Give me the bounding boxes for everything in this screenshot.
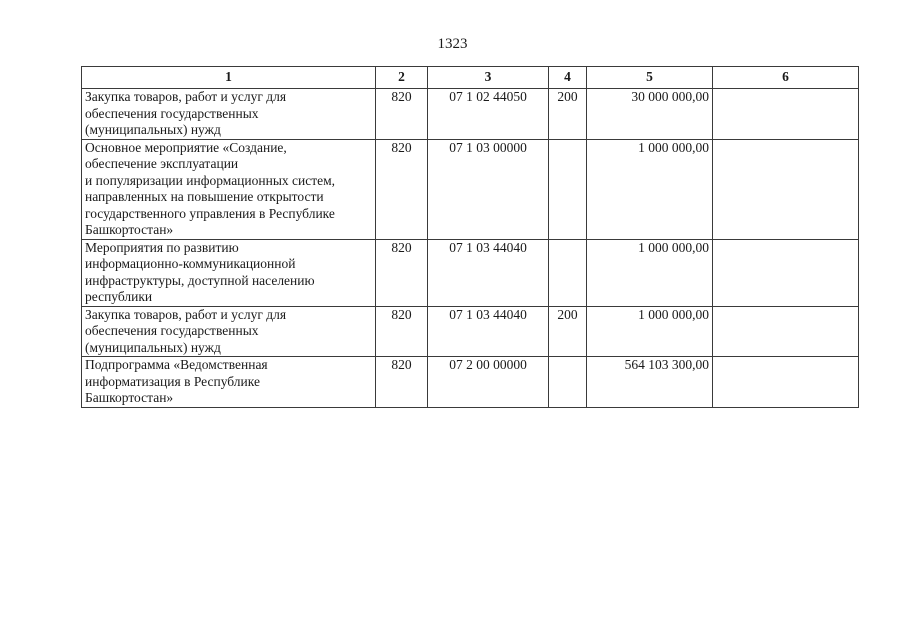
row-expense-type: 200 — [549, 89, 587, 140]
row-col6 — [713, 306, 859, 357]
header-col-5: 5 — [587, 67, 713, 89]
table-row — [82, 139, 859, 239]
header-col-4: 4 — [549, 67, 587, 89]
table-row — [82, 239, 859, 306]
row-amount: 1 000 000,00 — [587, 139, 713, 239]
row-col6 — [713, 139, 859, 239]
row-expense-type — [549, 239, 587, 306]
row-expense-type — [549, 357, 587, 408]
header-row — [82, 67, 859, 89]
row-ministry: 820 — [376, 239, 428, 306]
row-amount: 564 103 300,00 — [587, 357, 713, 408]
table-row — [82, 306, 859, 357]
row-ministry: 820 — [376, 139, 428, 239]
row-name: Закупка товаров, работ и услуг для обеспечения государственных (муниципальных) нужд — [85, 306, 287, 355]
row-expense-type: 200 — [549, 306, 587, 357]
row-name: Мероприятия по развитию информационно-коммуникационной инфраструктуры, доступной населению республики — [85, 239, 315, 304]
row-col6 — [713, 239, 859, 306]
row-amount: 30 000 000,00 — [587, 89, 713, 140]
row-amount: 1 000 000,00 — [587, 306, 713, 357]
row-ministry: 820 — [376, 306, 428, 357]
table-header — [82, 67, 859, 89]
row-ministry: 820 — [376, 357, 428, 408]
page-number: 1323 — [437, 36, 468, 52]
row-col6 — [713, 89, 859, 140]
header-col-6: 6 — [713, 67, 859, 89]
row-name: Основное мероприятие «Создание, обеспечение эксплуатации и популяризации информационных систем, направленных на повышение открытости государственного управления в Республике Башкортостан» — [85, 139, 336, 237]
table-row — [82, 357, 859, 408]
budget-table — [81, 66, 859, 408]
row-target-article: 07 2 00 00000 — [428, 357, 549, 408]
row-amount: 1 000 000,00 — [587, 239, 713, 306]
row-name: Закупка товаров, работ и услуг для обеспечения государственных (муниципальных) нужд — [85, 89, 287, 137]
row-target-article: 07 1 03 44040 — [428, 239, 549, 306]
row-name: Подпрограмма «Ведомственная информатизация в Республике Башкортостан» — [85, 357, 268, 405]
row-target-article: 07 1 03 44040 — [428, 306, 549, 357]
header-col-3: 3 — [428, 67, 549, 89]
row-col6 — [713, 357, 859, 408]
row-ministry: 820 — [376, 89, 428, 140]
row-expense-type — [549, 139, 587, 239]
table-body — [82, 89, 859, 408]
row-target-article: 07 1 03 00000 — [428, 139, 549, 239]
header-col-1: 1 — [82, 67, 376, 89]
header-col-2: 2 — [376, 67, 428, 89]
row-target-article: 07 1 02 44050 — [428, 89, 549, 140]
table-row — [82, 89, 859, 140]
